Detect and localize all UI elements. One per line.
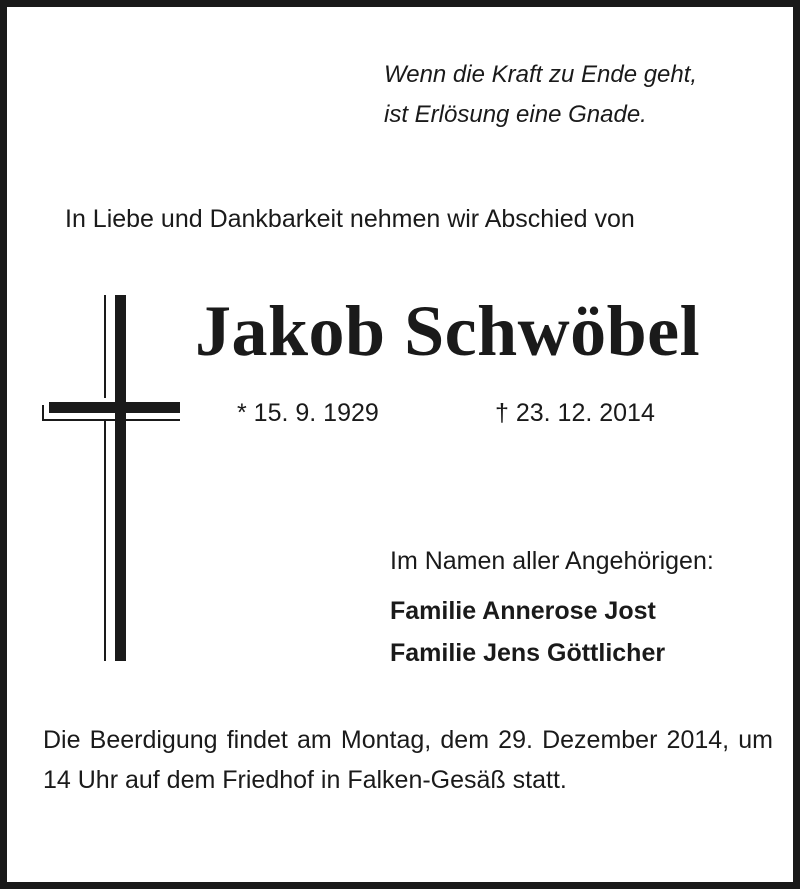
funeral-notice: Die Beerdigung findet am Montag, dem 29. Dezember 2014, um 14 Uhr auf dem Friedhof in Falken-Gesäß statt. <box>43 726 773 794</box>
family-name: Familie Jens Göttlicher <box>390 639 666 667</box>
family-name: Familie Annerose Jost <box>390 597 656 625</box>
death-date: † 23. 12. 2014 <box>495 399 655 427</box>
birth-date: * 15. 9. 1929 <box>237 399 379 427</box>
motto-line-1: Wenn die Kraft zu Ende geht, <box>384 61 698 88</box>
intro-text: In Liebe und Dankbarkeit nehmen wir Abschied von <box>65 205 635 233</box>
motto-line-2: ist Erlösung eine Gnade. <box>384 101 647 128</box>
mourners-heading: Im Namen aller Angehörigen: <box>390 547 714 575</box>
deceased-name: Jakob Schwöbel <box>195 291 701 371</box>
